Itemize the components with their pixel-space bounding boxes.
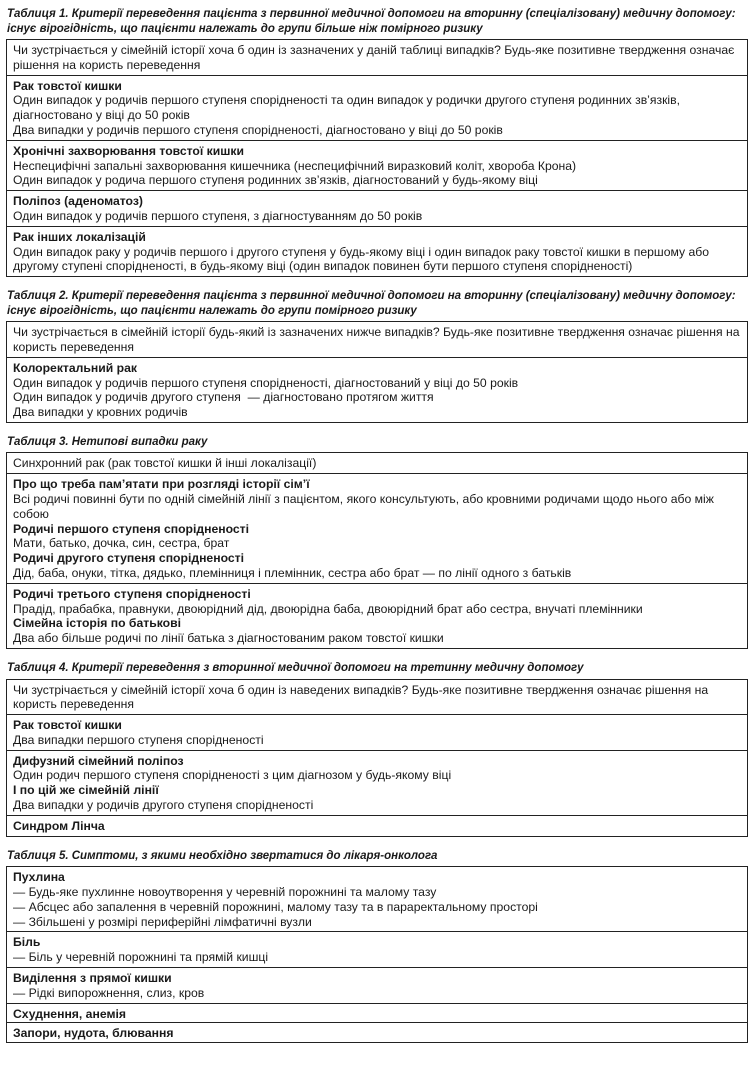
section-heading: Рак інших локалізацій	[13, 229, 146, 244]
section-heading: Сімейна історія по батькові	[13, 616, 181, 631]
table-4-block-3	[7, 815, 747, 836]
table-4-block-1	[7, 714, 747, 750]
table-2-intro: Чи зустрічається в сімейній історії будь-який із зазначених нижче випадків? Будь-яке позитивне твердження означає рішення на користь переведення	[13, 325, 740, 354]
section-heading: Рак товстої кишки	[13, 78, 122, 93]
section-line: Два випадки у кровних родичів	[13, 405, 188, 420]
table-2	[6, 321, 748, 423]
section-line: Один випадок у родичів другого ступеня — діагностовано протягом життя	[13, 390, 434, 405]
section-line: Один випадок раку у родичів першого і другого ступеня у будь-якому віці і один випадок раку товстої кишки в першому або другому ступені спорідненості, в будь-якому віці (один випадок повинен бути першого ступеня спорідненості)	[13, 244, 713, 274]
section-line: Два випадки першого ступеня спорідненості	[13, 732, 264, 747]
table-1-section-colon-cancer	[7, 75, 747, 140]
table-3	[6, 452, 748, 649]
section-heading: Схуднення, анемія	[13, 1006, 126, 1021]
section-heading: Дифузний сімейний поліпоз	[13, 753, 184, 768]
section-heading: Виділення з прямої кишки	[13, 970, 172, 985]
section-heading: Біль	[13, 935, 41, 950]
section-line: — Збільшені у розмірі периферійні лімфатичні вузли	[13, 914, 312, 929]
table-3-block-1	[7, 473, 747, 583]
table-5-section-tumor	[7, 867, 747, 931]
section-line: Мати, батько, дочка, син, сестра, брат	[13, 536, 230, 551]
section-line: Один випадок у родичів першого ступеня спорідненості та один випадок у родички другого ступеня родинних зв’язків, діагностовано у віці до 50 років	[13, 93, 684, 123]
section-line: Один випадок у родичів першого ступеня, з діагностуванням до 50 років	[13, 208, 423, 223]
section-line: Один випадок у родича першого ступеня родинних зв’язків, діагностований у будь-якому віці	[13, 173, 538, 188]
section-heading: Родичі другого ступеня спорідненості	[13, 551, 244, 566]
section-heading: Про що треба пам’ятати при розгляді історії сім’ї	[13, 477, 310, 492]
section-line: Неспецифічні запальні захворювання кишечника (неспецифічний виразковий коліт, хвороба Крона)	[13, 158, 577, 173]
table-4	[6, 679, 748, 837]
section-heading: Пухлина	[13, 870, 65, 885]
table-5-section-pain	[7, 931, 747, 967]
table-1-section-other-cancers	[7, 226, 747, 276]
table-3-intro: Синхронний рак (рак товстої кишки й інші локалізації)	[13, 456, 317, 471]
section-line: Два випадки у родичів другого ступеня спорідненості	[13, 798, 314, 813]
section-heading: Поліпоз (аденоматоз)	[13, 194, 143, 209]
section-heading: Хронічні захворювання товстої кишки	[13, 143, 245, 158]
section-heading: І по цій же сімейній лінії	[13, 783, 159, 798]
section-heading: Синдром Лінча	[13, 818, 105, 833]
table-4-block-2	[7, 750, 747, 815]
section-line: — Рідкі випорожнення, слиз, кров	[13, 985, 205, 1000]
table-3-caption: Таблиця 3. Нетипові випадки раку	[7, 435, 208, 448]
section-heading: Колоректальний рак	[13, 360, 137, 375]
section-heading: Родичі третього ступеня спорідненості	[13, 586, 251, 601]
section-line: — Абсцес або запалення в черевній порожнині, малому тазу та в параректальному просторі	[13, 899, 538, 914]
section-heading: Родичі першого ступеня спорідненості	[13, 521, 250, 536]
table-1-section-polyposis	[7, 190, 747, 226]
section-line: Один випадок у родичів першого ступеня спорідненості, діагностований у віці до 50 років	[13, 375, 519, 390]
section-line: — Будь-яке пухлинне новоутворення у черевній порожнині та малому тазу	[13, 884, 437, 899]
section-line: Два випадки у родичів першого ступеня спорідненості, діагностовано у віці до 50 років	[13, 122, 503, 137]
table-5-section-weight-loss	[7, 1003, 747, 1023]
table-4-intro: Чи зустрічається у сімейній історії хоча б один із наведених випадків? Будь-яке позитивне твердження означає рішення на користь переведення	[13, 682, 709, 712]
section-line: Один родич першого ступеня спорідненості з цим діагнозом у будь-якому віці	[13, 768, 452, 783]
section-line: Прадід, прабабка, правнуки, двоюрідний дід, двоюрідна баба, двоюрідний брат або сестра, внучаті племінники	[13, 601, 643, 616]
table-5-section-discharge	[7, 967, 747, 1003]
table-2-caption: Таблиця 2. Критерії переведення пацієнта з первинної медичної допомоги на вторинну (спеціалізовану) медичну допомогу: існує вірогідність, що пацієнти належать до групи помірного ризику	[7, 290, 736, 317]
section-heading: Запори, нудота, блювання	[13, 1026, 174, 1041]
table-1-caption: Таблиця 1. Критерії переведення пацієнта з первинної медичної допомоги на вторинну (спеціалізовану) медичну допомогу: існує вірогідність, що пацієнти належать до групи більше ніж помірного ризику	[7, 8, 736, 35]
section-line: Два або більше родичі по лінії батька з діагностованим раком товстої кишки	[13, 631, 444, 646]
table-1	[6, 39, 748, 277]
table-1-section-chronic-disease	[7, 140, 747, 190]
section-line: Всі родичі повинні бути по одній сімейній лінії з пацієнтом, якого консультують, або кровними родичами щодо нього або між собою	[13, 492, 718, 521]
table-2-section-colorectal	[7, 357, 747, 422]
table-1-intro: Чи зустрічається у сімейній історії хоча б один із зазначених у даній таблиці випадків? Будь-яке позитивне твердження означає рішення на користь переведення	[13, 43, 735, 72]
table-4-caption: Таблиця 4. Критерії переведення з вторинної медичної допомоги на третинну медичну допомогу	[7, 662, 584, 674]
section-line: — Біль у черевній порожнині та прямій кишці	[13, 950, 269, 965]
table-3-block-2	[7, 583, 747, 648]
table-5-section-constipation	[7, 1022, 747, 1042]
section-heading: Рак товстої кишки	[13, 718, 122, 733]
section-line: Дід, баба, онуки, тітка, дядько, племінниця і племінник, сестра або брат — по лінії одного з батьків	[13, 566, 572, 581]
table-5-caption: Таблиця 5. Симптоми, з якими необхідно звертатися до лікаря-онколога	[7, 849, 438, 862]
table-5	[6, 866, 748, 1043]
